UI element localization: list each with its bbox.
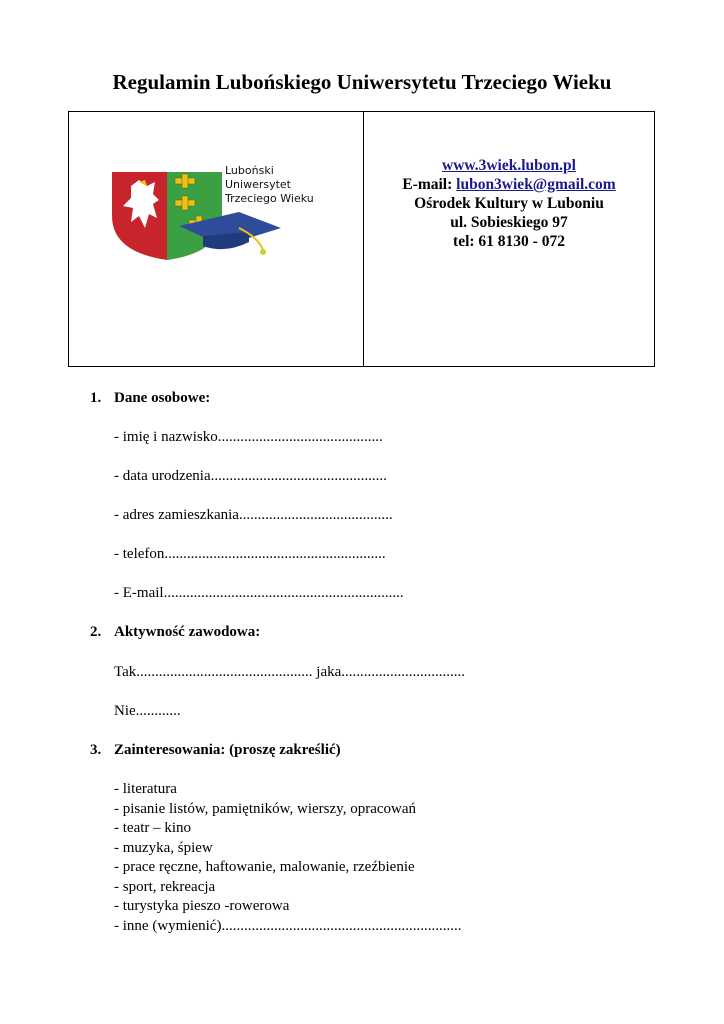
logo-cell: [69, 112, 364, 366]
website-link[interactable]: www.3wiek.lubon.pl: [442, 157, 576, 174]
contact-cell: [364, 112, 654, 366]
section-title: Aktywność zawodowa:: [114, 624, 261, 640]
section-heading-employment: [90, 624, 260, 641]
street-address: ul. Sobieskiego 97: [450, 214, 568, 231]
field-phone[interactable]: - telefon...........................................................: [114, 546, 386, 562]
interest-option[interactable]: - turystyka pieszo -rowerowa: [114, 898, 290, 914]
field-employed-yes[interactable]: Tak............................................... jaka.................................: [114, 664, 466, 680]
section-number: 2.: [90, 624, 102, 640]
section-number: 1.: [90, 390, 102, 406]
section-heading-personal: [90, 390, 210, 407]
interest-option[interactable]: - literatura: [114, 781, 177, 797]
section-title: Dane osobowe:: [114, 390, 211, 406]
interest-other-field[interactable]: - inne (wymienić)................................................................: [114, 918, 462, 934]
logo-wordmark: [225, 164, 314, 206]
interest-option[interactable]: - teatr – kino: [114, 820, 192, 836]
field-employed-no[interactable]: Nie............: [114, 703, 181, 719]
logo-line-1: Luboński: [225, 164, 274, 177]
org-name: Ośrodek Kultury w Luboniu: [414, 195, 604, 212]
interest-option[interactable]: - pisanie listów, pamiętników, wierszy, opracowań: [114, 801, 416, 817]
field-name[interactable]: - imię i nazwisko............................................: [114, 429, 383, 445]
field-address[interactable]: - adres zamieszkania.........................................: [114, 507, 393, 523]
field-birthdate[interactable]: - data urodzenia...............................................: [114, 468, 387, 484]
phone-number: tel: 61 8130 - 072: [453, 233, 565, 250]
email-link[interactable]: lubon3wiek@gmail.com: [456, 176, 616, 193]
section-heading-interests: [90, 742, 341, 759]
section-title: Zainteresowania: (proszę zakreślić): [114, 742, 341, 758]
logo-line-2: Uniwersytet: [225, 178, 291, 191]
interest-option[interactable]: - muzyka, śpiew: [114, 840, 213, 856]
interest-option[interactable]: - prace ręczne, haftowanie, malowanie, rzeźbienie: [114, 859, 415, 875]
page-title: Regulamin Lubońskiego Uniwersytetu Trzeciego Wieku: [112, 70, 612, 94]
section-number: 3.: [90, 742, 102, 758]
field-email[interactable]: - E-mail................................................................: [114, 585, 404, 601]
header-table: [68, 111, 655, 367]
email-label: E-mail:: [402, 176, 457, 193]
interest-option[interactable]: - sport, rekreacja: [114, 879, 216, 895]
logo-line-3: Trzeciego Wieku: [225, 192, 314, 205]
